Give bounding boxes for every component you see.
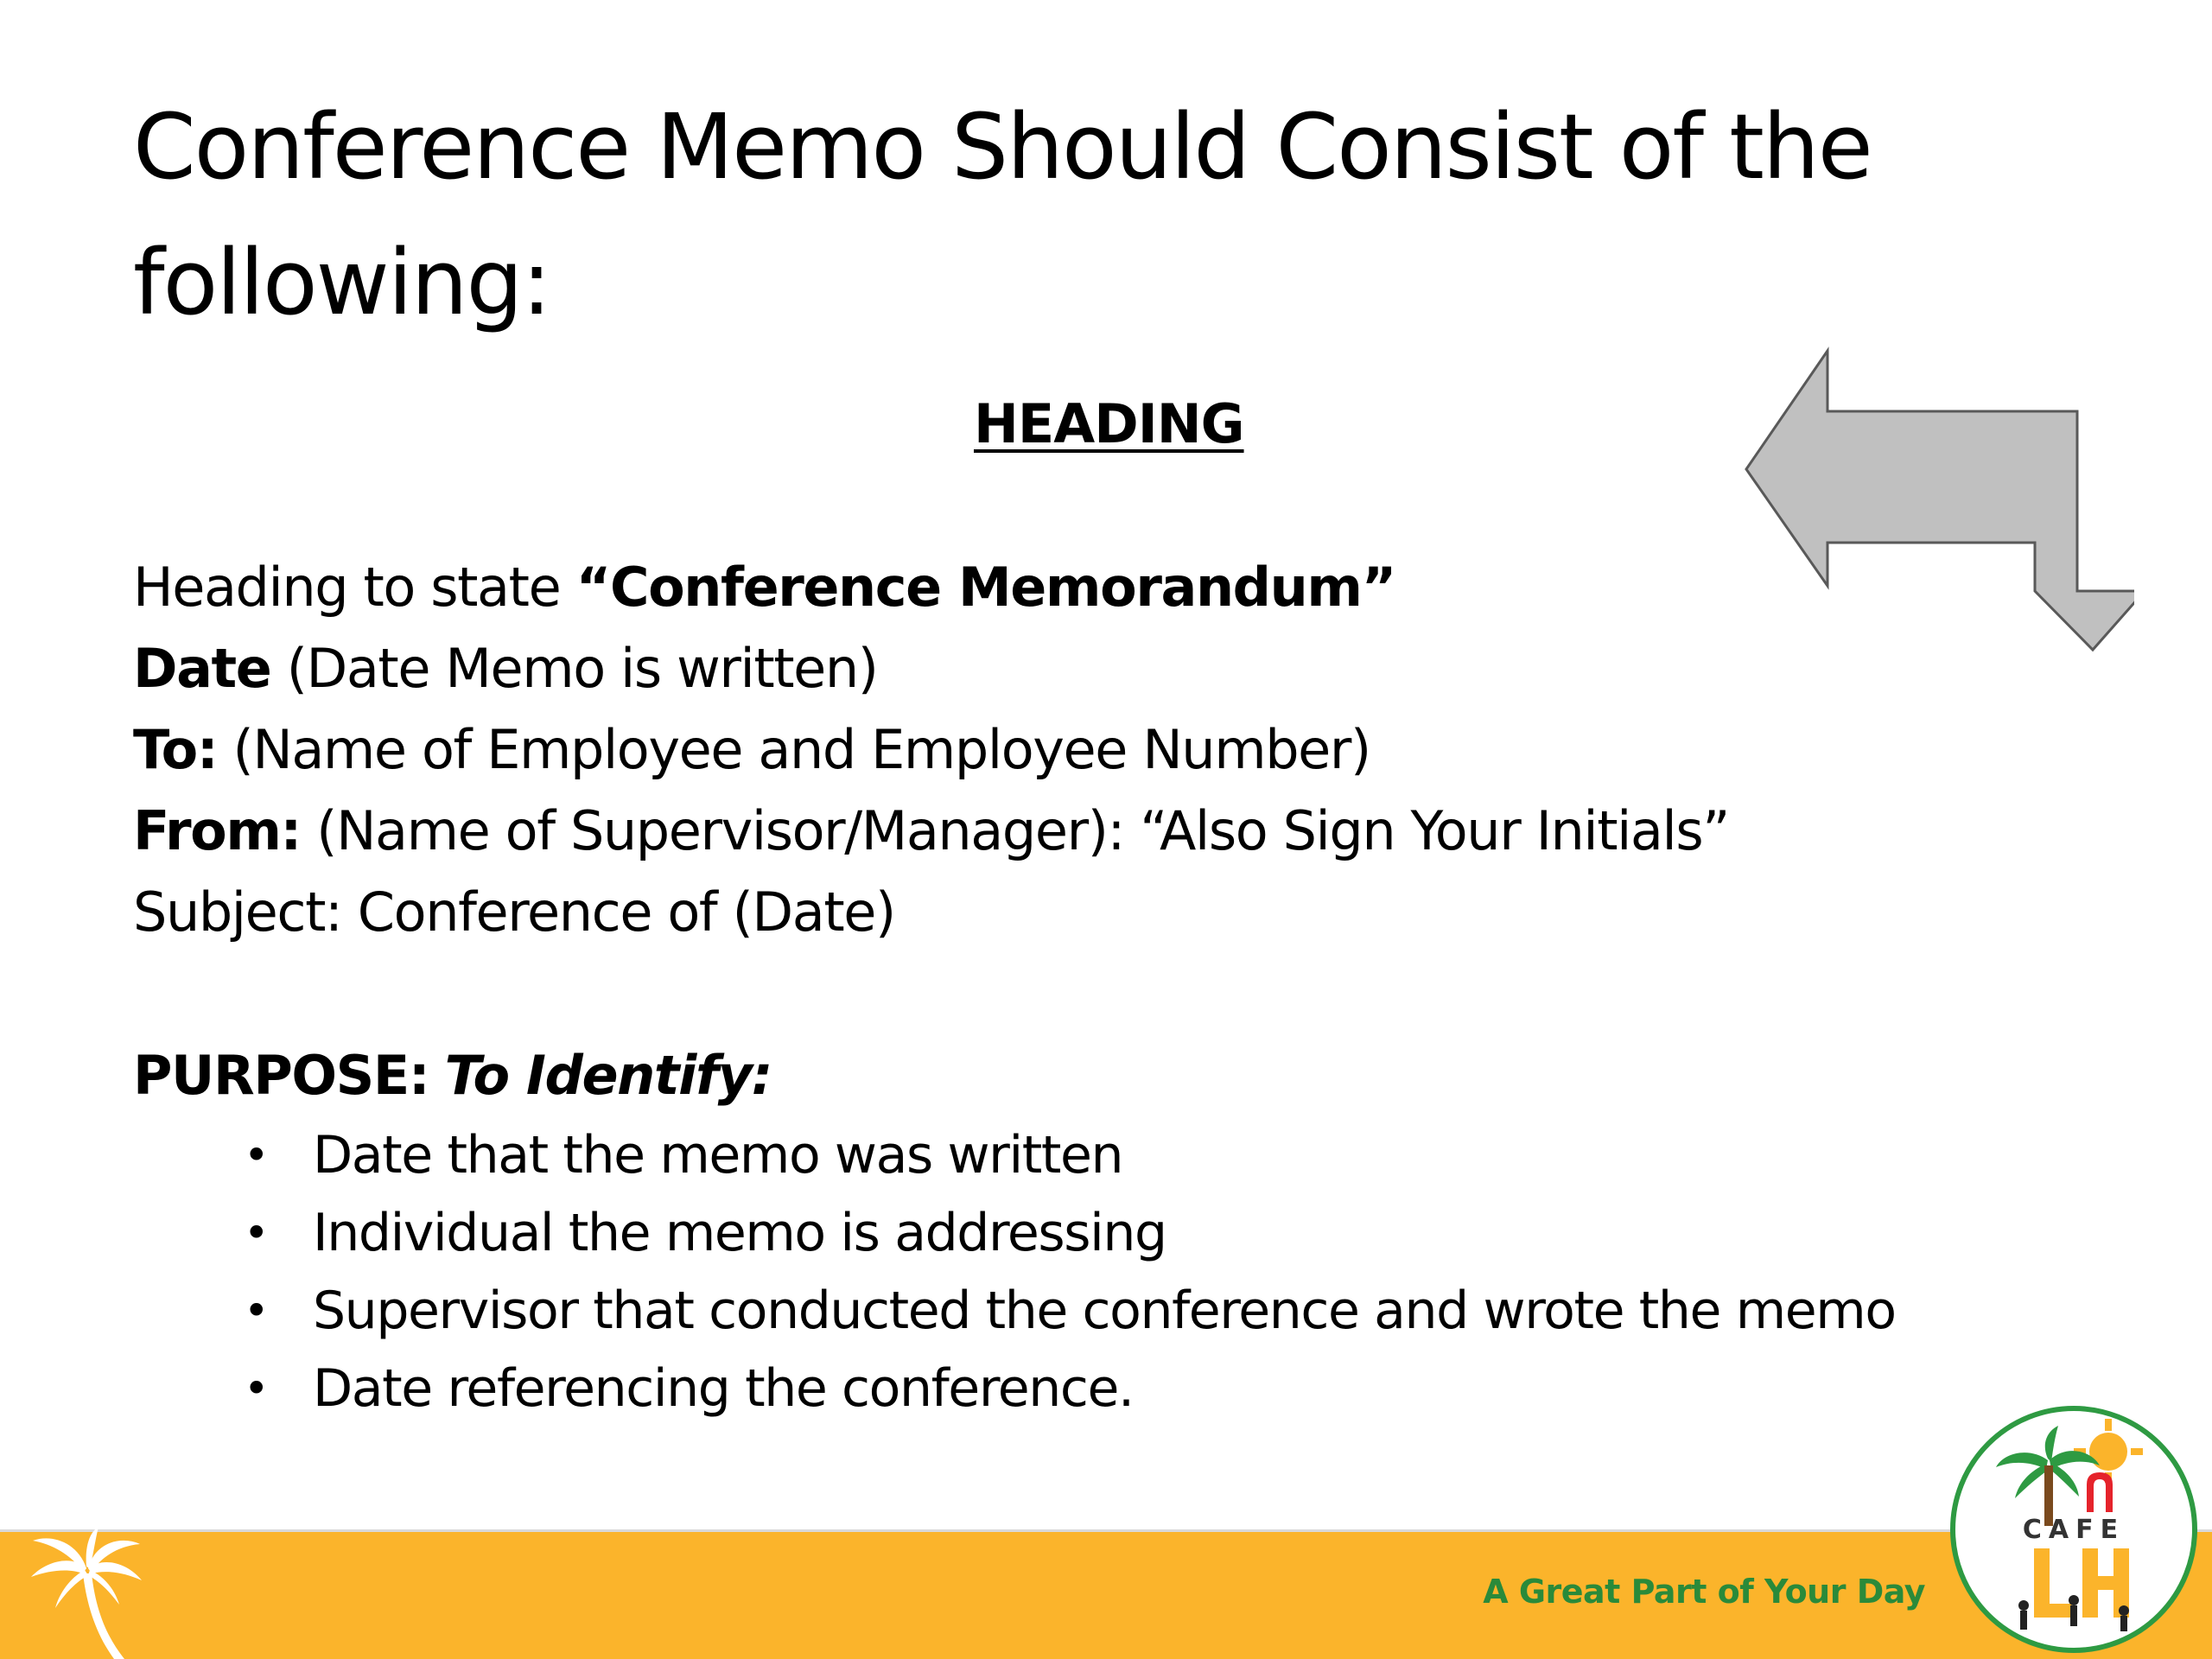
bullet-icon: • xyxy=(244,1286,270,1336)
purpose-heading xyxy=(133,1035,772,1116)
heading-line-bold-text: “Conference Memorandum” xyxy=(575,556,1395,619)
bullet-icon: • xyxy=(244,1130,270,1180)
palm-tree-icon xyxy=(26,1525,147,1659)
footer-tagline: A Great Part of Your Day xyxy=(1483,1573,1925,1611)
slide-title: Conference Memo Should Consist of the following: xyxy=(133,94,1872,335)
heading-details xyxy=(133,547,1729,953)
section-heading: HEADING xyxy=(974,392,1244,455)
heading-line-text: (Date Memo is written) xyxy=(270,637,878,700)
heading-line-bold-text: Date xyxy=(133,637,271,700)
list-item xyxy=(0,1116,1896,1194)
heading-line-text: (Name of Employee and Employee Number) xyxy=(217,718,1370,781)
purpose-label: PURPOSE: xyxy=(133,1044,429,1107)
list-item xyxy=(0,1350,1896,1427)
heading-line-text: Subject: Conference of (Date) xyxy=(133,880,895,944)
heading-line-subject xyxy=(133,872,1729,953)
heading-line-date xyxy=(133,628,1729,709)
list-item-text: Date referencing the conference. xyxy=(313,1358,1134,1419)
list-item-text: Date that the memo was written xyxy=(313,1125,1123,1185)
heading-line-text: Heading to state xyxy=(133,556,576,619)
heading-line-bold-text: From: xyxy=(133,799,301,862)
list-item-text: Individual the memo is addressing xyxy=(313,1203,1166,1263)
bent-arrow-left-down-icon xyxy=(1741,346,2134,778)
heading-line-memo-title xyxy=(133,547,1729,628)
bullet-icon: • xyxy=(244,1363,270,1414)
list-item-text: Supervisor that conducted the conference and wrote the memo xyxy=(313,1281,1896,1341)
heading-line-bold-text: To: xyxy=(133,718,218,781)
bullet-icon: • xyxy=(244,1208,270,1258)
purpose-list xyxy=(0,1116,1896,1427)
heading-line-text: (Name of Supervisor/Manager): “Also Sign Your Initials” xyxy=(300,799,1729,862)
list-item xyxy=(0,1272,1896,1350)
purpose-label-italic: To Identify: xyxy=(444,1044,772,1107)
heading-line-from xyxy=(133,791,1729,872)
heading-line-to xyxy=(133,709,1729,791)
list-item xyxy=(0,1194,1896,1272)
logo-text: CAFE xyxy=(2022,1515,2126,1545)
cafe-la-logo xyxy=(1944,1400,2203,1659)
